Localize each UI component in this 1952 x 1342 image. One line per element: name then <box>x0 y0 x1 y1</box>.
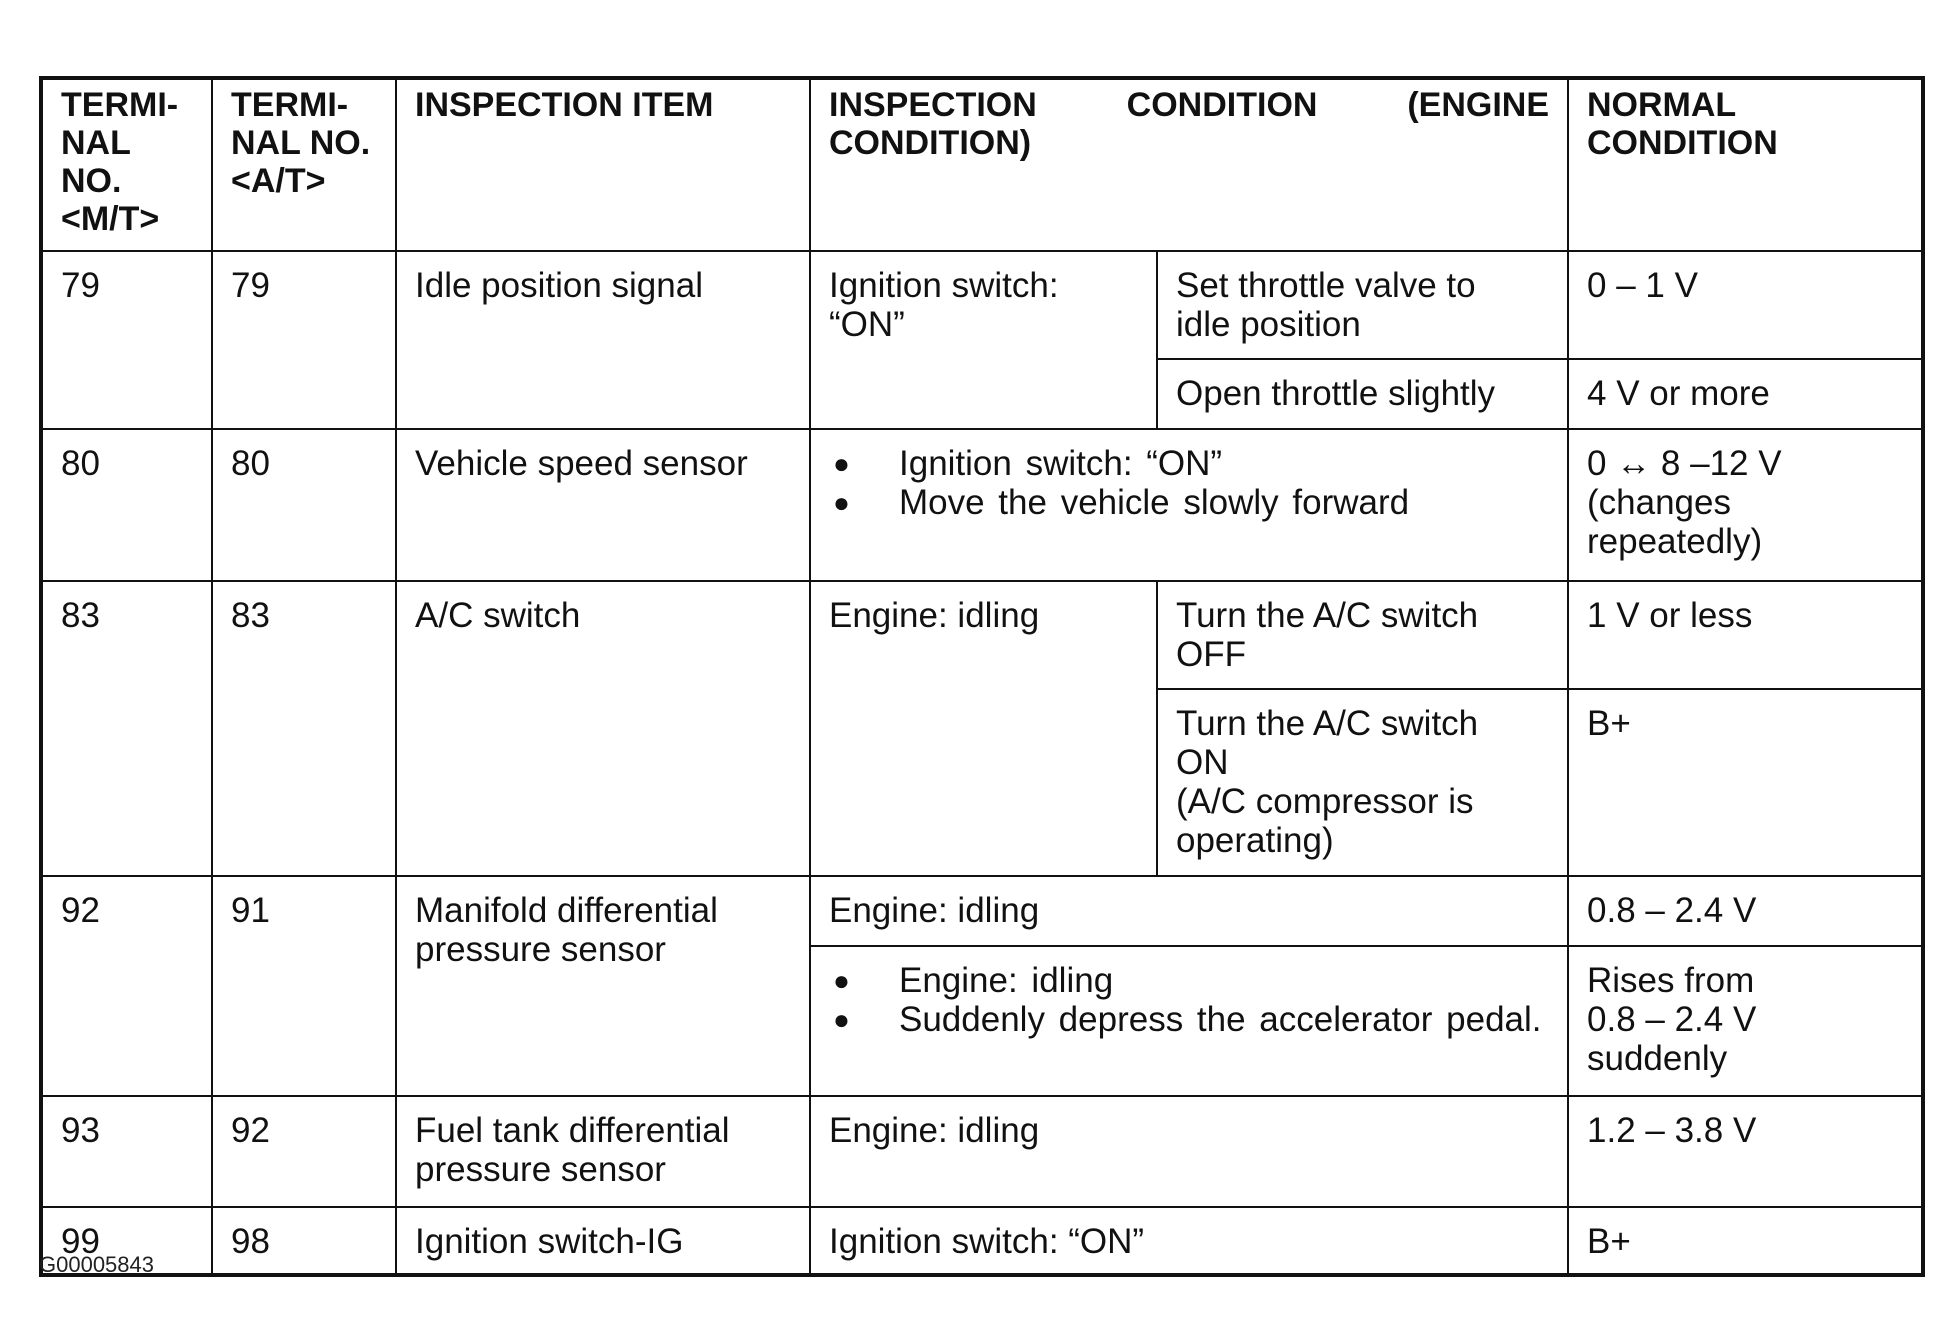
table-row <box>41 251 1923 359</box>
inspection-condition-cell: Ignition switch: “ON” <box>810 251 1157 429</box>
condition-detail-cell: Open throttle slightly <box>1157 359 1568 429</box>
condition-detail-cell: Turn the A/C switch ON (A/C compressor is operating) <box>1157 689 1568 876</box>
table-row <box>41 429 1923 581</box>
header-inspection-condition-text: INSPECTION CONDITION (ENGINE CONDITION) <box>829 86 1549 162</box>
inspection-table <box>39 76 1925 1277</box>
header-terminal-at: TERMI- NAL NO. <A/T> <box>212 78 396 251</box>
terminal-mt-cell: 93 <box>41 1096 212 1207</box>
inspection-item-cell: Fuel tank differential pressure sensor <box>396 1096 810 1207</box>
table-row <box>41 1207 1923 1275</box>
normal-condition-cell: Rises from 0.8 – 2.4 V suddenly <box>1568 946 1923 1096</box>
terminal-mt-cell: 83 <box>41 581 212 876</box>
terminal-mt-cell: 80 <box>41 429 212 581</box>
condition-bullet-item: ● Ignition switch: “ON” <box>829 444 1549 483</box>
inspection-item-cell: Manifold differential pressure sensor <box>396 876 810 1096</box>
terminal-at-cell: 98 <box>212 1207 396 1275</box>
condition-bullet-list <box>829 444 1549 522</box>
condition-bullet-item: ● Move the vehicle slowly forward <box>829 483 1549 522</box>
normal-condition-cell: B+ <box>1568 689 1923 876</box>
table-row <box>41 581 1923 689</box>
inspection-condition-cell: Engine: idling <box>810 876 1568 946</box>
normal-condition-cell: 0.8 – 2.4 V <box>1568 876 1923 946</box>
header-inspection-item: INSPECTION ITEM <box>396 78 810 251</box>
terminal-mt-cell: 99 <box>41 1207 212 1275</box>
condition-bullet-item: ● Engine: idling <box>829 961 1549 1000</box>
inspection-item-cell: Ignition switch-IG <box>396 1207 810 1275</box>
inspection-item-cell: A/C switch <box>396 581 810 876</box>
condition-detail-cell: Set throttle valve to idle position <box>1157 251 1568 359</box>
terminal-at-cell: 91 <box>212 876 396 1096</box>
condition-bullet-list <box>829 961 1549 1039</box>
normal-condition-cell: 1 V or less <box>1568 581 1923 689</box>
normal-condition-cell: 4 V or more <box>1568 359 1923 429</box>
normal-condition-cell: B+ <box>1568 1207 1923 1275</box>
inspection-condition-cell <box>810 946 1568 1096</box>
normal-condition-cell: 0 ↔ 8 –12 V (changes repeatedly) <box>1568 429 1923 581</box>
figure-id-label: G00005843 <box>39 1252 154 1277</box>
terminal-at-cell: 83 <box>212 581 396 876</box>
table-row <box>41 1096 1923 1207</box>
inspection-condition-cell: Engine: idling <box>810 581 1157 876</box>
inspection-condition-cell: Engine: idling <box>810 1096 1568 1207</box>
inspection-condition-cell: Ignition switch: “ON” <box>810 1207 1568 1275</box>
condition-bullet-item: ● Suddenly depress the accelerator pedal. <box>829 1000 1549 1039</box>
terminal-mt-cell: 79 <box>41 251 212 429</box>
condition-detail-cell: Turn the A/C switch OFF <box>1157 581 1568 689</box>
terminal-at-cell: 79 <box>212 251 396 429</box>
normal-condition-cell: 0 – 1 V <box>1568 251 1923 359</box>
inspection-item-cell: Vehicle speed sensor <box>396 429 810 581</box>
header-normal-condition: NORMAL CONDITION <box>1568 78 1923 251</box>
normal-condition-cell: 1.2 – 3.8 V <box>1568 1096 1923 1207</box>
inspection-condition-cell <box>810 429 1568 581</box>
terminal-at-cell: 92 <box>212 1096 396 1207</box>
header-row <box>41 78 1923 251</box>
inspection-item-cell: Idle position signal <box>396 251 810 429</box>
terminal-mt-cell: 92 <box>41 876 212 1096</box>
terminal-at-cell: 80 <box>212 429 396 581</box>
header-inspection-condition <box>810 78 1568 251</box>
header-terminal-mt: TERMI- NAL NO. <M/T> <box>41 78 212 251</box>
table-row <box>41 876 1923 946</box>
